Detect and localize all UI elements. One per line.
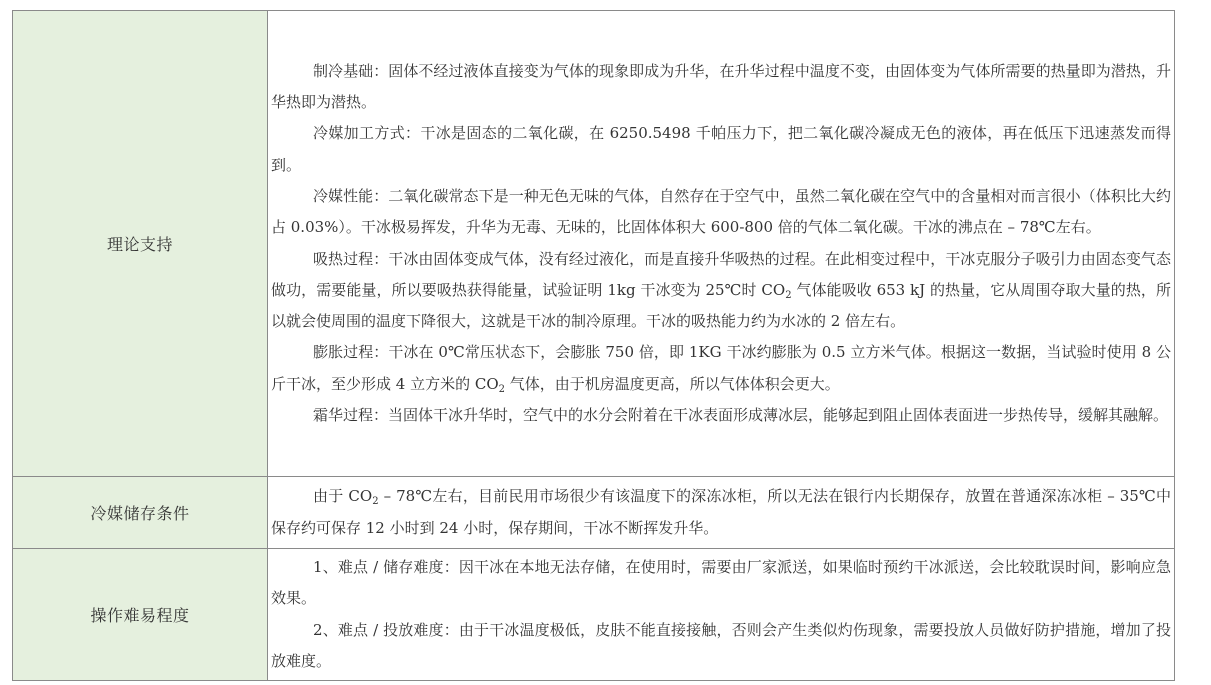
row-content <box>268 549 1175 681</box>
paragraph <box>271 481 1171 544</box>
paragraph-text: 气体能吸收 653 kJ 的热量，它从周围夺取大量的热，所以就会使周围的温度下降很大，这就是干冰的制冷原理。干冰的吸热能力约为水冰的 2 倍左右。 <box>271 280 1171 331</box>
paragraph: 2、难点 / 投放难度：由于干冰温度极低，皮肤不能直接接触，否则会产生类似灼伤现象，需要投放人员做好防护措施，增加了投放难度。 <box>271 620 1171 670</box>
row-content <box>268 11 1175 477</box>
row-label: 操作难易程度 <box>13 549 268 681</box>
subscript: 2 <box>498 383 505 395</box>
paragraph-text: 由于 CO <box>313 487 373 506</box>
paragraph-text: 气体，由于机房温度更高，所以气体体积会更大。 <box>505 374 840 393</box>
paragraph: 制冷基础：固体不经过液体直接变为气体的现象即成为升华，在升华过程中温度不变，由固体变为气体所需要的热量即为潜热，升华热即为潜热。 <box>271 61 1171 112</box>
paragraph-text: 吸热过程：干冰由固体变成气体，没有经过液化，而是直接升华吸热的过程。在此相变过程中，干冰克服分子吸引力由固态变气态做功，需要能量，所以要吸热获得能量，试验证明 1kg 干冰变为 25℃时 CO <box>271 249 1171 299</box>
paragraph: 冷媒加工方式：干冰是固态的二氧化碳，在 6250.5498 千帕压力下，把二氧化碳冷凝成无色的液体，再在低压下迅速蒸发而得到。 <box>271 124 1171 174</box>
subscript: 2 <box>372 496 379 508</box>
paragraph <box>271 244 1171 338</box>
paragraph-text: 膨胀过程：干冰在 0℃常压状态下，会膨胀 750 倍，即 1KG 干冰约膨胀为 0.5 立方米气体。根据这一数据，当试验时使用 8 公斤干冰，至少形成 4 立方米的 CO <box>271 343 1171 393</box>
document-table <box>12 10 1175 681</box>
row-content <box>268 477 1175 549</box>
table-row <box>13 477 1175 549</box>
row-label: 理论支持 <box>13 11 268 477</box>
paragraph: 1、难点 / 储存难度：因干冰在本地无法存储，在使用时，需要由厂家派送，如果临时预约干冰派送，会比较耽误时间，影响应急效果。 <box>271 558 1171 608</box>
paragraph: 冷媒性能：二氧化碳常态下是一种无色无味的气体，自然存在于空气中，虽然二氧化碳在空气中的含量相对而言很小（体积比大约占 0.03%）。干冰极易挥发，升华为无毒、无味的，比固体体积大 600-800 倍的气体二氧化碳。干冰的沸点在 – 78℃左右。 <box>271 186 1171 237</box>
paragraph: 霜华过程：当固体干冰升华时，空气中的水分会附着在干冰表面形成薄冰层，能够起到阻止固体表面进一步热传导，缓解其融解。 <box>313 405 1169 424</box>
row-label: 冷媒储存条件 <box>13 477 268 549</box>
paragraph-text: – 78℃左右，目前民用市场很少有该温度下的深冻冰柜，所以无法在银行内长期保存，放置在普通深冻冰柜 – 35℃中保存约可保存 12 小时到 24 小时，保存期间，干冰不断挥发升华。 <box>271 487 1172 537</box>
table-row <box>13 549 1175 681</box>
paragraph <box>271 337 1171 400</box>
table-row <box>13 11 1175 477</box>
subscript: 2 <box>785 289 792 301</box>
